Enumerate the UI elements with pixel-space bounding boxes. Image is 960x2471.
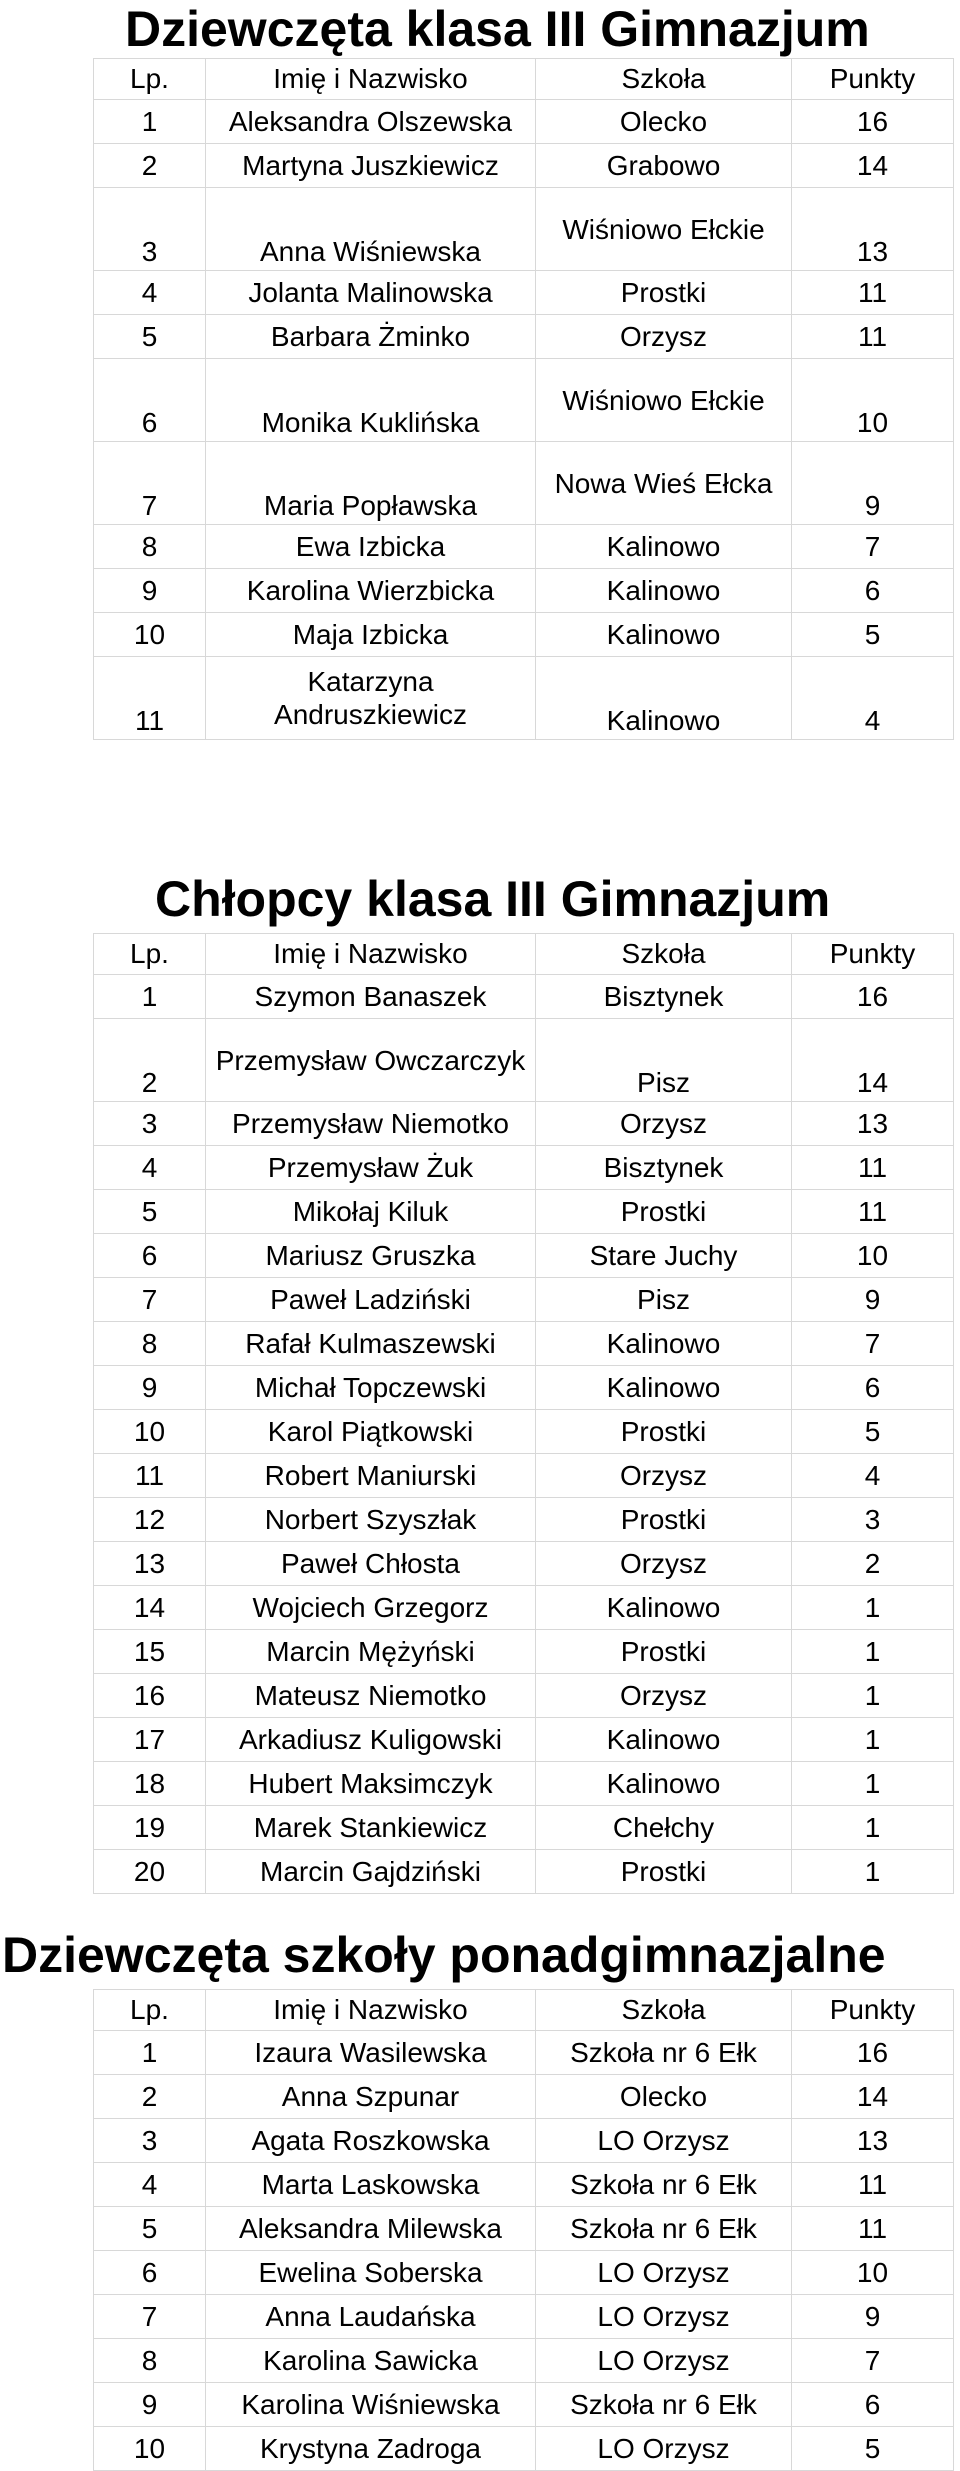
table-row xyxy=(94,2427,954,2471)
name-cell: Marta Laskowska xyxy=(206,2163,536,2207)
table-row xyxy=(94,1102,954,1146)
table-row xyxy=(94,1146,954,1190)
rank-cell: 11 xyxy=(94,1454,206,1498)
school-cell: Grabowo xyxy=(536,144,792,188)
rank-cell: 2 xyxy=(94,144,206,188)
rank-cell: 11 xyxy=(94,657,206,740)
school-cell: LO Orzysz xyxy=(536,2119,792,2163)
name-cell: Robert Maniurski xyxy=(206,1454,536,1498)
name-cell: Przemysław Niemotko xyxy=(206,1102,536,1146)
points-cell: 7 xyxy=(792,2339,954,2383)
points-cell: 9 xyxy=(792,2295,954,2339)
name-cell: Martyna Juszkiewicz xyxy=(206,144,536,188)
table-row xyxy=(94,613,954,657)
school-cell: Wiśniowo Ełckie xyxy=(536,188,792,271)
school-cell: Olecko xyxy=(536,100,792,144)
rank-cell: 1 xyxy=(94,975,206,1019)
table-header-row xyxy=(94,59,954,100)
points-cell: 6 xyxy=(792,1366,954,1410)
rank-cell: 9 xyxy=(94,2383,206,2427)
rank-cell: 16 xyxy=(94,1674,206,1718)
table-row xyxy=(94,1322,954,1366)
results-table-girls-gimnazjum xyxy=(93,58,954,740)
points-cell: 1 xyxy=(792,1674,954,1718)
points-cell: 9 xyxy=(792,1278,954,1322)
rank-cell: 15 xyxy=(94,1630,206,1674)
table-header-row xyxy=(94,934,954,975)
table-row xyxy=(94,2119,954,2163)
school-cell: Prostki xyxy=(536,1630,792,1674)
table-row xyxy=(94,2075,954,2119)
rank-cell: 8 xyxy=(94,525,206,569)
points-cell: 1 xyxy=(792,1718,954,1762)
name-cell: Maria Popławska xyxy=(206,442,536,525)
rank-cell: 19 xyxy=(94,1806,206,1850)
name-cell: Krystyna Zadroga xyxy=(206,2427,536,2471)
rank-cell: 10 xyxy=(94,613,206,657)
school-cell: Prostki xyxy=(536,1190,792,1234)
school-cell: Szkoła nr 6 Ełk xyxy=(536,2031,792,2075)
school-cell: Kalinowo xyxy=(536,569,792,613)
table-row xyxy=(94,144,954,188)
rank-cell: 17 xyxy=(94,1718,206,1762)
school-cell: Prostki xyxy=(536,1498,792,1542)
name-cell: Arkadiusz Kuligowski xyxy=(206,1718,536,1762)
table-row xyxy=(94,1366,954,1410)
table-row xyxy=(94,2295,954,2339)
table-row xyxy=(94,975,954,1019)
table-row xyxy=(94,1762,954,1806)
table-row xyxy=(94,188,954,271)
name-cell: Paweł Chłosta xyxy=(206,1542,536,1586)
table-row xyxy=(94,315,954,359)
rank-cell: 8 xyxy=(94,1322,206,1366)
table-row xyxy=(94,525,954,569)
points-cell: 11 xyxy=(792,2163,954,2207)
school-cell: Stare Juchy xyxy=(536,1234,792,1278)
table-row xyxy=(94,2031,954,2075)
rank-cell: 5 xyxy=(94,1190,206,1234)
rank-cell: 2 xyxy=(94,2075,206,2119)
points-cell: 11 xyxy=(792,1146,954,1190)
table-row xyxy=(94,1718,954,1762)
school-cell: Kalinowo xyxy=(536,613,792,657)
table-row xyxy=(94,1454,954,1498)
table-row xyxy=(94,569,954,613)
name-cell: Karolina Wiśniewska xyxy=(206,2383,536,2427)
name-cell: Przemysław Żuk xyxy=(206,1146,536,1190)
table-row xyxy=(94,657,954,740)
table-row xyxy=(94,1234,954,1278)
header-name: Imię i Nazwisko xyxy=(206,934,536,975)
table-row xyxy=(94,2163,954,2207)
points-cell: 10 xyxy=(792,2251,954,2295)
school-cell: LO Orzysz xyxy=(536,2427,792,2471)
school-cell: Orzysz xyxy=(536,1674,792,1718)
table-row xyxy=(94,359,954,442)
school-cell: Orzysz xyxy=(536,1454,792,1498)
points-cell: 4 xyxy=(792,1454,954,1498)
name-cell: Jolanta Malinowska xyxy=(206,271,536,315)
rank-cell: 3 xyxy=(94,188,206,271)
school-cell: Wiśniowo Ełckie xyxy=(536,359,792,442)
points-cell: 10 xyxy=(792,1234,954,1278)
name-cell: Karolina Wierzbicka xyxy=(206,569,536,613)
table-row xyxy=(94,1542,954,1586)
header-name: Imię i Nazwisko xyxy=(206,1990,536,2031)
rank-cell: 10 xyxy=(94,1410,206,1454)
points-cell: 16 xyxy=(792,975,954,1019)
table-row xyxy=(94,1190,954,1234)
rank-cell: 18 xyxy=(94,1762,206,1806)
table-row xyxy=(94,1630,954,1674)
table-row xyxy=(94,2207,954,2251)
rank-cell: 7 xyxy=(94,2295,206,2339)
section-title-boys-gimnazjum: Chłopcy klasa III Gimnazjum xyxy=(155,871,831,927)
points-cell: 1 xyxy=(792,1630,954,1674)
rank-cell: 12 xyxy=(94,1498,206,1542)
table-header-row xyxy=(94,1990,954,2031)
header-school: Szkoła xyxy=(536,59,792,100)
school-cell: Szkoła nr 6 Ełk xyxy=(536,2207,792,2251)
results-table-boys-gimnazjum xyxy=(93,933,954,1894)
school-cell: Nowa Wieś Ełcka xyxy=(536,442,792,525)
points-cell: 1 xyxy=(792,1850,954,1894)
name-cell: Wojciech Grzegorz xyxy=(206,1586,536,1630)
rank-cell: 7 xyxy=(94,442,206,525)
school-cell: Olecko xyxy=(536,2075,792,2119)
points-cell: 11 xyxy=(792,315,954,359)
school-cell: Orzysz xyxy=(536,1102,792,1146)
name-cell: Mariusz Gruszka xyxy=(206,1234,536,1278)
school-cell: Kalinowo xyxy=(536,1586,792,1630)
rank-cell: 4 xyxy=(94,2163,206,2207)
school-cell: Szkoła nr 6 Ełk xyxy=(536,2383,792,2427)
name-cell: Anna Szpunar xyxy=(206,2075,536,2119)
table-row xyxy=(94,1850,954,1894)
school-cell: Kalinowo xyxy=(536,657,792,740)
name-cell: Ewa Izbicka xyxy=(206,525,536,569)
header-points: Punkty xyxy=(792,1990,954,2031)
name-cell: Paweł Ladziński xyxy=(206,1278,536,1322)
name-cell: Michał Topczewski xyxy=(206,1366,536,1410)
points-cell: 10 xyxy=(792,359,954,442)
header-school: Szkoła xyxy=(536,934,792,975)
points-cell: 16 xyxy=(792,100,954,144)
name-cell: Przemysław Owczarczyk xyxy=(206,1019,536,1102)
points-cell: 13 xyxy=(792,1102,954,1146)
school-cell: Orzysz xyxy=(536,1542,792,1586)
name-cell: Szymon Banaszek xyxy=(206,975,536,1019)
rank-cell: 13 xyxy=(94,1542,206,1586)
rank-cell: 7 xyxy=(94,1278,206,1322)
table-row xyxy=(94,1410,954,1454)
points-cell: 13 xyxy=(792,2119,954,2163)
name-cell: Anna Laudańska xyxy=(206,2295,536,2339)
points-cell: 1 xyxy=(792,1806,954,1850)
table-row xyxy=(94,100,954,144)
rank-cell: 2 xyxy=(94,1019,206,1102)
points-cell: 1 xyxy=(792,1762,954,1806)
school-cell: Kalinowo xyxy=(536,1366,792,1410)
points-cell: 14 xyxy=(792,144,954,188)
name-cell: Rafał Kulmaszewski xyxy=(206,1322,536,1366)
header-lp: Lp. xyxy=(94,59,206,100)
name-cell: Barbara Żminko xyxy=(206,315,536,359)
name-cell: Marek Stankiewicz xyxy=(206,1806,536,1850)
table-row xyxy=(94,1586,954,1630)
name-cell: Marcin Mężyński xyxy=(206,1630,536,1674)
name-cell: Mateusz Niemotko xyxy=(206,1674,536,1718)
points-cell: 1 xyxy=(792,1586,954,1630)
results-table-girls-ponadgimnazjalne xyxy=(93,1989,954,2471)
school-cell: Kalinowo xyxy=(536,1718,792,1762)
points-cell: 7 xyxy=(792,1322,954,1366)
points-cell: 6 xyxy=(792,569,954,613)
section-title-girls-ponadgimnazjalne: Dziewczęta szkoły ponadgimnazjalne xyxy=(2,1927,886,1983)
points-cell: 5 xyxy=(792,2427,954,2471)
rank-cell: 6 xyxy=(94,359,206,442)
points-cell: 13 xyxy=(792,188,954,271)
school-cell: Kalinowo xyxy=(536,1322,792,1366)
name-cell: Aleksandra Olszewska xyxy=(206,100,536,144)
table-row xyxy=(94,271,954,315)
header-name: Imię i Nazwisko xyxy=(206,59,536,100)
rank-cell: 6 xyxy=(94,1234,206,1278)
name-cell: Anna Wiśniewska xyxy=(206,188,536,271)
header-school: Szkoła xyxy=(536,1990,792,2031)
rank-cell: 4 xyxy=(94,271,206,315)
school-cell: LO Orzysz xyxy=(536,2339,792,2383)
points-cell: 16 xyxy=(792,2031,954,2075)
rank-cell: 10 xyxy=(94,2427,206,2471)
rank-cell: 1 xyxy=(94,2031,206,2075)
school-cell: Pisz xyxy=(536,1278,792,1322)
points-cell: 14 xyxy=(792,1019,954,1102)
school-cell: LO Orzysz xyxy=(536,2251,792,2295)
points-cell: 9 xyxy=(792,442,954,525)
rank-cell: 8 xyxy=(94,2339,206,2383)
table-row xyxy=(94,1019,954,1102)
school-cell: Prostki xyxy=(536,1410,792,1454)
points-cell: 11 xyxy=(792,2207,954,2251)
school-cell: Chełchy xyxy=(536,1806,792,1850)
points-cell: 3 xyxy=(792,1498,954,1542)
rank-cell: 20 xyxy=(94,1850,206,1894)
school-cell: Prostki xyxy=(536,1850,792,1894)
points-cell: 14 xyxy=(792,2075,954,2119)
name-cell: Ewelina Soberska xyxy=(206,2251,536,2295)
rank-cell: 5 xyxy=(94,315,206,359)
name-cell: Izaura Wasilewska xyxy=(206,2031,536,2075)
points-cell: 6 xyxy=(792,2383,954,2427)
table-row xyxy=(94,1674,954,1718)
school-cell: Bisztynek xyxy=(536,1146,792,1190)
rank-cell: 9 xyxy=(94,569,206,613)
section-title-girls-gimnazjum: Dziewczęta klasa III Gimnazjum xyxy=(125,1,870,57)
table-row xyxy=(94,2383,954,2427)
table-row xyxy=(94,2339,954,2383)
school-cell: Szkoła nr 6 Ełk xyxy=(536,2163,792,2207)
points-cell: 5 xyxy=(792,613,954,657)
table-row xyxy=(94,1498,954,1542)
name-cell: Maja Izbicka xyxy=(206,613,536,657)
header-points: Punkty xyxy=(792,934,954,975)
name-cell: Karol Piątkowski xyxy=(206,1410,536,1454)
header-lp: Lp. xyxy=(94,934,206,975)
rank-cell: 4 xyxy=(94,1146,206,1190)
rank-cell: 3 xyxy=(94,2119,206,2163)
rank-cell: 6 xyxy=(94,2251,206,2295)
name-cell: Karolina Sawicka xyxy=(206,2339,536,2383)
points-cell: 4 xyxy=(792,657,954,740)
rank-cell: 14 xyxy=(94,1586,206,1630)
table-row xyxy=(94,2251,954,2295)
school-cell: Kalinowo xyxy=(536,1762,792,1806)
points-cell: 2 xyxy=(792,1542,954,1586)
points-cell: 5 xyxy=(792,1410,954,1454)
name-cell: Aleksandra Milewska xyxy=(206,2207,536,2251)
header-lp: Lp. xyxy=(94,1990,206,2031)
points-cell: 7 xyxy=(792,525,954,569)
table-row xyxy=(94,1806,954,1850)
name-cell: Norbert Szyszłak xyxy=(206,1498,536,1542)
rank-cell: 1 xyxy=(94,100,206,144)
header-points: Punkty xyxy=(792,59,954,100)
name-cell: Mikołaj Kiluk xyxy=(206,1190,536,1234)
rank-cell: 5 xyxy=(94,2207,206,2251)
school-cell: Pisz xyxy=(536,1019,792,1102)
name-cell: Marcin Gajdziński xyxy=(206,1850,536,1894)
points-cell: 11 xyxy=(792,1190,954,1234)
name-cell: Agata Roszkowska xyxy=(206,2119,536,2163)
rank-cell: 3 xyxy=(94,1102,206,1146)
school-cell: Bisztynek xyxy=(536,975,792,1019)
table-row xyxy=(94,1278,954,1322)
points-cell: 11 xyxy=(792,271,954,315)
rank-cell: 9 xyxy=(94,1366,206,1410)
school-cell: LO Orzysz xyxy=(536,2295,792,2339)
school-cell: Orzysz xyxy=(536,315,792,359)
name-cell: Katarzyna Andruszkiewicz xyxy=(206,657,536,740)
name-cell: Monika Kuklińska xyxy=(206,359,536,442)
name-cell: Hubert Maksimczyk xyxy=(206,1762,536,1806)
table-row xyxy=(94,442,954,525)
school-cell: Kalinowo xyxy=(536,525,792,569)
school-cell: Prostki xyxy=(536,271,792,315)
